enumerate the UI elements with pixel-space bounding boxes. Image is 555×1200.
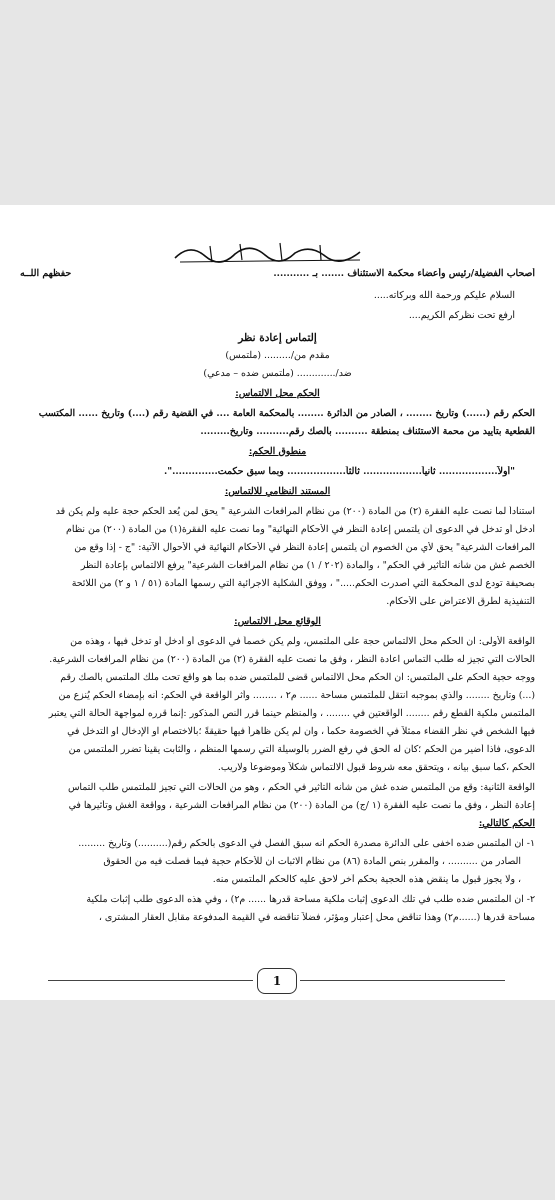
respondent-line: ضد/............. (ملتمس ضده – مدعي) bbox=[203, 368, 352, 379]
section-judgment-title: الحكم محل الالتماس: bbox=[235, 388, 320, 399]
legal-basis-line-1: استناداً لما نصت عليه الفقرة (٢) من المادة (٢٠٠) من نظام المرافعات الشرعية " يحق لمن يُعد الحكم حجة عليه ولم يكن قد bbox=[55, 506, 535, 517]
legal-basis-line-6: التنفيذية لطرق الاعتراض على الأحكام. bbox=[386, 596, 535, 607]
greeting: السلام عليكم ورحمة الله وبركاته..... bbox=[373, 290, 515, 301]
page-footer bbox=[0, 965, 555, 995]
judgment-line-1: الحكم رقم (......) وتاريخ ........ ، الصادر من الدائرة ........ بالمحكمة العامة .... في القضية رقم (....) وتاريخ ...... المكتسب bbox=[38, 408, 535, 419]
applicant-line: مقدم من/......... (ملتمس) bbox=[225, 350, 330, 361]
ruling-line: "أولاً.................. ثانياً.................. ثالثاً.................. وبما سبق حكمت..............". bbox=[163, 466, 515, 477]
judgment-line-2: القطعية بتأييد من محمة الاستئناف بمنطقة .......... بالصك رقم.......... وتاريخ......... bbox=[200, 426, 535, 437]
top-gray-margin bbox=[0, 0, 555, 205]
fact1-line-7: الدعوى، فاذا أضير من الحكم ؛كان له الحق في رفع الضرر بالوسيلة التي رسمها المنظم ، والثابت يقيناً تضرر الملتمس من bbox=[68, 744, 535, 755]
fact2-line-3: الحكم كالتالي: bbox=[478, 818, 535, 829]
legal-basis-line-2: أدخل أو تدخل في الدعوى أن يلتمس إعادة النظر في الأحكام النهائية" وما نصت عليه الفقرة(١) من المادة (٢٠٠) من نظام bbox=[66, 524, 535, 535]
fact2-line-2: إعادة النظر ، وفق ما نصت عليه الفقرة (١ /ج) من المادة (٢٠٠) من نظام المرافعات الشرعية ، وواقعة الغش وتأثيرها في bbox=[68, 800, 535, 811]
fact1-line-4: (...) وتاريخ ........ والذي بموجبه انتقل للملتمس مساحة ...... م٢ ، ........ وأثر الواقعة في الحكم: أنه بإمضاء الحكم يُنزع من bbox=[58, 690, 535, 701]
header-addressee: أصحاب الفضيلة/رئيس وأعضاء محكمة الاستئناف ....... بـ ........... حفظهم اللــه bbox=[20, 268, 535, 279]
fact1-line-6: فيها الشخص في نظر القضاء ممثلاً في الخصومة حكماً ، وان لم يكن ظاهراً فيها حقيقةً ؛بالاختصام او الإدخال او التدخل في bbox=[67, 726, 535, 737]
fact2-line-1: الواقعة الثانية: وقع من الملتمس ضده غش من شأنه التأثير في الحكم ، وهو من الحالات التي تجيز للملتمس طلب التماس bbox=[67, 782, 535, 793]
basmala-calligraphy bbox=[170, 238, 370, 268]
point2-line-1: ٢- ان الملتمس ضده طلب في تلك الدعوى إثبات ملكية مساحة قدرها ...... م٢) ، وفي هذه الدعوى طلب إثبات ملكية bbox=[86, 894, 535, 905]
fact1-line-2: الحالات التي تجيز له طلب التماس اعادة النظر ، وفق ما نصت عليه الفقرة (٢) من المادة (٢٠٠) من نظام المرافعات الشرعية. bbox=[49, 654, 535, 665]
page-number: 1 bbox=[257, 968, 297, 994]
fact1-line-1: الواقعة الأولى: ان الحكم محل الالتماس حجة على الملتمس، ولم يكن خصماً في الدعوى أو أدخل أو تدخل فيها ، وهذه من bbox=[70, 636, 535, 647]
legal-basis-line-4: الخصم غش من شأنه التأثير في الحكم" ، والمادة (٢٠٢ / ١) من نظام المرافعات الشرعية" يرفع الالتماس بإعادة النظر bbox=[80, 560, 535, 571]
fact1-line-5: الملتمس ملكية القطع رقم ........ الواقعتين في ........ ، والمنظم حينما قرر النص المذكور :إنما قرره لمواجهة الحالة التي يعتبر bbox=[48, 708, 535, 719]
section-legal-basis-title: المستند النظامي للالتماس: bbox=[224, 486, 331, 497]
point1-line-2: الصادر من .......... ، والمقرر بنص المادة (٨٦) من نظام الاثبات ان للأحكام حجية فيما فصلت فيه من الحقوق bbox=[103, 856, 521, 867]
fact1-line-8: الحكم ،كما سبق بيانه ، ويتحقق معه شروط قبول الالتماس شكلاً وموضوعاً ولاريب. bbox=[217, 762, 535, 773]
submission-line: أرفع تحت نظركم الكريم.... bbox=[408, 310, 515, 321]
bottom-gray-margin bbox=[0, 1000, 555, 1200]
point1-line-3: ، ولا يجوز قبول ما ينقض هذه الحجية بحكم آخر لاحق عليه كالحكم الملتمس منه. bbox=[212, 874, 521, 885]
section-facts-title: الوقائع محل الالتماس: bbox=[234, 616, 321, 627]
section-ruling-title: منطوق الحكم: bbox=[248, 446, 307, 457]
legal-basis-line-3: المرافعات الشرعية" يحق لأي من الخصوم أن يلتمس إعادة النظر في الأحكام النهائية في الأحوال الآتية: "ج - إذا وقع من bbox=[74, 542, 535, 553]
point2-line-2: مساحة قدرها (......م٢) وهذا تناقض محل إعتبار ومؤثر، فضلاً تناقضه في القيمة المدفوعة مقابل العقار المشترى ، bbox=[98, 912, 535, 923]
header-blessing: حفظهم اللــه bbox=[20, 268, 72, 279]
footer-rule-right bbox=[300, 980, 505, 981]
legal-basis-line-5: بصحيفة تودع لدى المحكمة التي أصدرت الحكم....." ، ووفق الشكلية الاجرائية التي رسمها المادة (٥١ / ١ و ٢) من اللائحة bbox=[71, 578, 535, 589]
fact1-line-3: ووجه حجية الحكم على الملتمس: ان الحكم محل الالتماس قضى للملتمس ضده بما هو واقع تحت ملك الملتمس بالصك رقم bbox=[60, 672, 535, 683]
point1-line-1: ١- ان الملتمس ضده اخفى على الدائرة مصدرة الحكم انه سبق الفصل في الدعوى بالحكم رقم(..........) وتاريخ ......... bbox=[78, 838, 535, 849]
footer-rule-left bbox=[48, 980, 253, 981]
document-title: إلتماس إعادة نظر bbox=[238, 332, 317, 344]
